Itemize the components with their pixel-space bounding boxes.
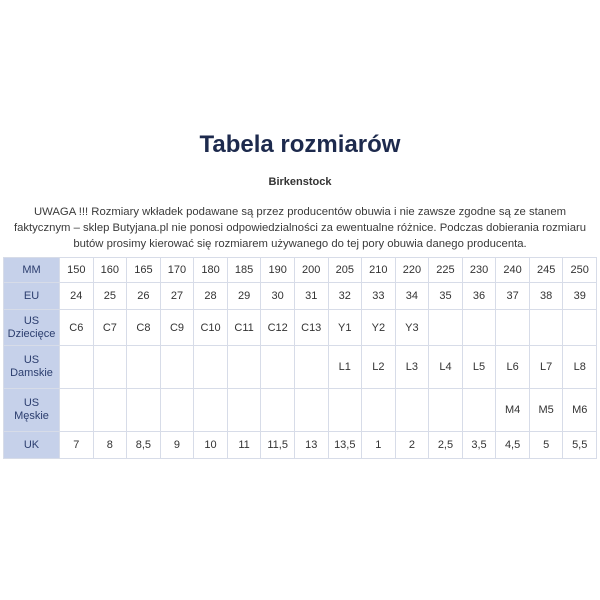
table-cell: C10: [194, 310, 228, 346]
table-cell: C13: [294, 310, 328, 346]
table-cell: 36: [462, 283, 496, 310]
table-cell: L5: [462, 346, 496, 389]
table-cell: C9: [160, 310, 194, 346]
table-cell: [60, 346, 94, 389]
row-header: US Dziecięce: [4, 310, 60, 346]
table-cell: 250: [563, 258, 597, 283]
table-cell: [261, 389, 295, 432]
table-cell: [294, 346, 328, 389]
row-header: MM: [4, 258, 60, 283]
table-cell: Y3: [395, 310, 429, 346]
table-cell: L3: [395, 346, 429, 389]
table-row: [4, 283, 597, 310]
table-cell: [496, 310, 530, 346]
table-cell: [160, 346, 194, 389]
table-cell: C6: [60, 310, 94, 346]
table-cell: [227, 389, 261, 432]
table-cell: [563, 310, 597, 346]
table-cell: 30: [261, 283, 295, 310]
table-cell: 11: [227, 432, 261, 459]
table-cell: C7: [93, 310, 127, 346]
table-cell: C11: [227, 310, 261, 346]
table-cell: 29: [227, 283, 261, 310]
table-cell: 7: [60, 432, 94, 459]
table-cell: 5,5: [563, 432, 597, 459]
table-cell: 33: [362, 283, 396, 310]
table-cell: 170: [160, 258, 194, 283]
table-cell: 8,5: [127, 432, 161, 459]
table-row: [4, 258, 597, 283]
table-row: [4, 310, 597, 346]
row-header: UK: [4, 432, 60, 459]
table-cell: L4: [429, 346, 463, 389]
table-cell: 2: [395, 432, 429, 459]
table-cell: [93, 346, 127, 389]
table-cell: [261, 346, 295, 389]
table-cell: 25: [93, 283, 127, 310]
table-cell: M5: [529, 389, 563, 432]
table-cell: [362, 389, 396, 432]
table-cell: [328, 389, 362, 432]
table-cell: 4,5: [496, 432, 530, 459]
table-cell: [194, 389, 228, 432]
table-cell: 9: [160, 432, 194, 459]
table-cell: Y2: [362, 310, 396, 346]
table-cell: 38: [529, 283, 563, 310]
table-cell: 240: [496, 258, 530, 283]
size-table: [3, 257, 597, 459]
table-cell: [194, 346, 228, 389]
size-notice: UWAGA !!! Rozmiary wkładek podawane są przez producentów obuwia i nie zawsze zgodne są ze stanem faktycznym – sklep Butyjana.pl nie ponosi odpowiedzialności za ewentualne różnice. Podczas dobierania rozmiaru butów prosimy kierować się rozmiarem używanego do tej pory obuwia danego producenta.: [13, 206, 587, 250]
table-cell: 11,5: [261, 432, 295, 459]
table-cell: 150: [60, 258, 94, 283]
table-row: [4, 389, 597, 432]
table-cell: 32: [328, 283, 362, 310]
table-cell: 39: [563, 283, 597, 310]
table-cell: L2: [362, 346, 396, 389]
table-cell: [60, 389, 94, 432]
table-cell: 220: [395, 258, 429, 283]
table-cell: 180: [194, 258, 228, 283]
table-cell: 205: [328, 258, 362, 283]
table-cell: [93, 389, 127, 432]
table-cell: 35: [429, 283, 463, 310]
table-cell: [294, 389, 328, 432]
table-row: [4, 432, 597, 459]
table-cell: [462, 389, 496, 432]
table-cell: 37: [496, 283, 530, 310]
table-cell: 28: [194, 283, 228, 310]
row-header: US Damskie: [4, 346, 60, 389]
table-cell: M6: [563, 389, 597, 432]
table-cell: C12: [261, 310, 295, 346]
row-header: US Męskie: [4, 389, 60, 432]
table-cell: 24: [60, 283, 94, 310]
table-cell: 200: [294, 258, 328, 283]
row-header: EU: [4, 283, 60, 310]
table-cell: 31: [294, 283, 328, 310]
table-cell: M4: [496, 389, 530, 432]
table-cell: 13: [294, 432, 328, 459]
table-cell: [227, 346, 261, 389]
table-cell: 165: [127, 258, 161, 283]
table-cell: 34: [395, 283, 429, 310]
table-cell: [395, 389, 429, 432]
table-cell: 26: [127, 283, 161, 310]
table-cell: L1: [328, 346, 362, 389]
table-cell: 160: [93, 258, 127, 283]
table-cell: L6: [496, 346, 530, 389]
table-cell: 225: [429, 258, 463, 283]
table-row: [4, 346, 597, 389]
table-cell: 10: [194, 432, 228, 459]
table-cell: 245: [529, 258, 563, 283]
table-cell: [429, 389, 463, 432]
table-cell: [462, 310, 496, 346]
table-cell: [127, 346, 161, 389]
table-cell: 210: [362, 258, 396, 283]
table-cell: Y1: [328, 310, 362, 346]
table-cell: [127, 389, 161, 432]
brand-name: Birkenstock: [268, 176, 332, 188]
table-cell: [429, 310, 463, 346]
table-cell: 8: [93, 432, 127, 459]
table-cell: 1: [362, 432, 396, 459]
table-cell: 2,5: [429, 432, 463, 459]
table-cell: [160, 389, 194, 432]
table-cell: 230: [462, 258, 496, 283]
table-cell: L8: [563, 346, 597, 389]
table-cell: 190: [261, 258, 295, 283]
table-cell: 13,5: [328, 432, 362, 459]
table-cell: [529, 310, 563, 346]
page-title: Tabela rozmiarów: [199, 131, 401, 158]
table-cell: L7: [529, 346, 563, 389]
table-cell: 27: [160, 283, 194, 310]
table-cell: 3,5: [462, 432, 496, 459]
table-cell: 185: [227, 258, 261, 283]
table-cell: 5: [529, 432, 563, 459]
table-cell: C8: [127, 310, 161, 346]
